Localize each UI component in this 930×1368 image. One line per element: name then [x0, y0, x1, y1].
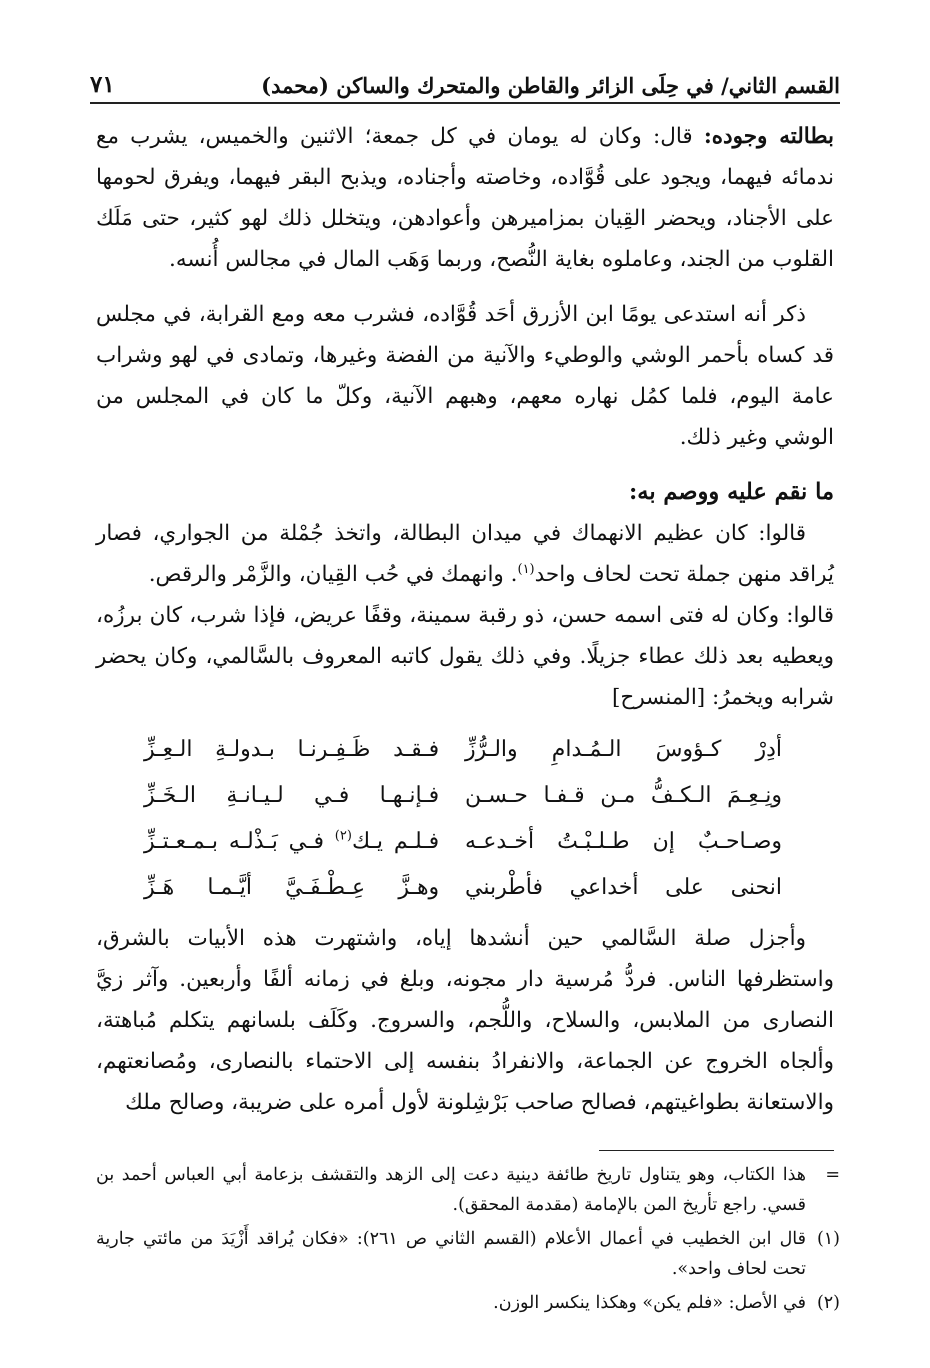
paragraph-leisure [96, 116, 834, 280]
poem [96, 726, 834, 910]
paragraph-hasan: قالوا: وكان له فتى اسمه حسن، ذو رقبة سمينة، وقفًا عريض، فإذا شرب، كان برزُه، ويعطيه بعد ذلك عطاء جزيلًا. وفي ذلك يقول كاتبه المعروف بالسَّالمي، وكان يحضر شرابه ويخمرُ: [المنسرح] [96, 603, 834, 710]
paragraph-text: . وانهمك في حُب القِيان، والزَّمْر والرقص. [148, 562, 518, 587]
section-lead-heading: بطالته وجوده: [703, 124, 834, 149]
verse-second-hemistich: وهـزَّ عِـطْـفَـيَّ أيَّـمـا هَـزِّ [144, 874, 440, 900]
verse-second-hemistich: فـإنـهـا فـي لـيـانـةِ الـخَـزِّ [144, 782, 440, 808]
poem-verse [96, 818, 834, 864]
footnote-marker: (١) [816, 1229, 840, 1249]
footnote-text: في الأصل: «فلم يكن» وهكذا ينكسر الوزن. [493, 1293, 806, 1313]
section-heading: ما نقم عليه ووصم به: [628, 479, 834, 505]
page-number: ٧١ [90, 71, 115, 98]
verse-first-hemistich: ونِـعِـمَ الـكـفُّ مـن قـفـا حـسـن [465, 782, 782, 808]
verse-first-hemistich: انحنى على أخداعي فأطْربني [465, 874, 782, 900]
poem-verse [96, 772, 834, 818]
page-header [90, 62, 840, 104]
footnote-2 [96, 1288, 840, 1318]
footnote-marker: (٢) [816, 1293, 840, 1313]
paragraph-text: قالوا: كان عظيم الانهماك في ميدان البطالة، واتخذ جُمْلة من الجواري، فصار يُراقد منهن جملة تحت لحاف واحد [96, 521, 834, 587]
poem-verse [96, 726, 834, 772]
footnote-marker: = [825, 1165, 840, 1185]
poem-verse [96, 864, 834, 910]
footnote-text: قال ابن الخطيب في أعمال الأعلام (القسم الثاني ص ٢٦١): «فكان يُراقد أَزْيَدَ من مائتي جارية تحت لحاف واحد». [96, 1229, 806, 1279]
verse-second-hemistich [144, 821, 439, 862]
paragraph-indulgence [96, 513, 834, 595]
main-text [96, 116, 834, 1123]
verse-second-hemistich: فـقـد ظَـفِـرنـا بـدولـةِ الـعِـزِّ [144, 736, 440, 762]
footnote-separator [599, 1150, 834, 1151]
footnote-continuation [96, 1160, 840, 1220]
hemistich-text: فـلـم يـك [351, 828, 440, 854]
footnotes [96, 1160, 840, 1322]
verse-first-hemistich: وصـاحـبٌ إن طـلـبْـتُ أخـدعـه [465, 828, 782, 854]
footnote-reference-1[interactable]: (١) [517, 561, 535, 577]
footnote-1 [96, 1224, 840, 1284]
paragraph-text: قال: وكان له يومان في كل جمعة؛ الاثنين والخميس، يشرب مع ندمائه فيهما، ويجود على قُوَّاده، وخاصته وأجناده، ويذبح البقر فيهما، ويفرق لحومها على الأجناد، ويحضر القِيان بمزاميرهن وأعوادهن، ويتخلل ذلك لهو كثير، حتى مَلَك القلوب من الجند، وعاملوه بغاية النُّصح، وربما وَهَب المال في مجالس أُنسه. [96, 124, 834, 272]
footnote-text: هذا الكتاب، وهو يتناول تاريخ طائفة دينية دعت إلى الزهد والتقشف بزعامة أبي العباس أحمد بن قسي. راجع تأريخ المن بالإمامة (مقدمة المحقق). [96, 1165, 806, 1215]
verse-first-hemistich: أدِرْ كـؤوسَ الـمُـدامِ والـرُّزِّ [465, 736, 782, 762]
paragraph-ibn-azraq: ذكر أنه استدعى يومًا ابن الأزرق أحَد قُوَّاده، فشرب معه ومع القرابة، في مجلس قد كساه بأحمر الوشي والوطيء والآنية من الفضة وغيرها، وتمادى في لهو وشراب عامة اليوم، فلما كمُل نهاره معهم، وهبهم الآنية، وكلّ ما كان في المجلس من الوشي وغير ذلك. [96, 302, 834, 450]
paragraph-salimi: وأجزل صلة السَّالمي حين أنشدها إياه، واشتهرت هذه الأبيات بالشرق، واستظرفها الناس. فردُّ مُرسية دار مجونه، وبلغ في زمانه ألفًا وأربعين. وآثر زيَّ النصارى من الملابس، والسلاح، واللُّجم، والسروج. وكَلَف بلسانهم يتكلم مُباهتة، وألجاه الخروج عن الجماعة، والانفرادُ بنفسه إلى الاحتماء بالنصارى، ومُصانعتهم، والاستعانة بطواغيتهم، فصالح صاحب بَرْشِلونة لأول أمره على ضريبة، وصالح ملك [96, 926, 834, 1115]
footnote-reference-2[interactable]: (٢) [334, 828, 352, 844]
running-title: القسم الثاني/ في حِلَى الزائر والقاطن والمتحرك والساكن (محمد) [261, 73, 840, 98]
hemistich-text: فـي بَـذْلـه بـمـعـتـزِّ [144, 828, 335, 854]
